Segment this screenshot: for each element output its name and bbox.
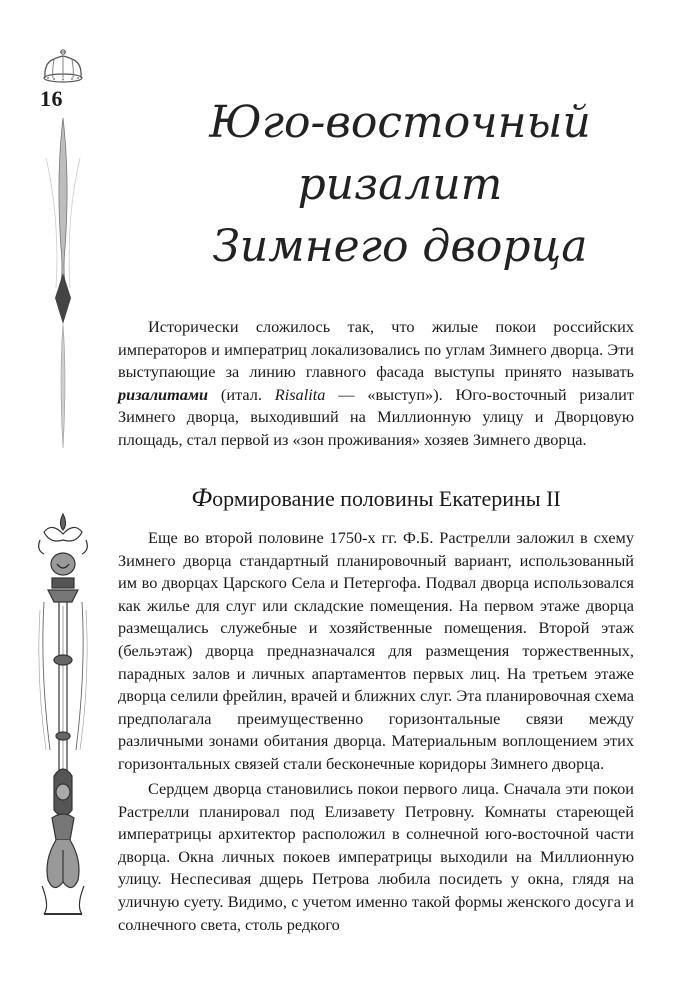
section-heading-initial: Ф <box>191 483 213 512</box>
intro-text-2: (итал. <box>208 384 275 404</box>
intro-italian-word: Risalita <box>274 384 326 404</box>
intro-term: ризалитами <box>118 384 209 404</box>
vertical-flourish-ornament <box>40 118 86 448</box>
crown-ornament-icon <box>38 48 88 84</box>
chapter-title-line-2: ризалит <box>297 159 503 210</box>
chapter-title <box>150 92 650 278</box>
candelabra-column-ornament <box>30 510 96 920</box>
section-heading <box>118 483 634 513</box>
intro-text-3: — «выступ»). Юго-восточный ризалит Зимнего дворца, выходивший на Миллионную улицу и Дворцовую площадь, стал первой из «зон проживания» хозяев Зимнего дворца. <box>118 384 634 449</box>
body-paragraph-1: Еще во второй половине 1750-х гг. Ф.Б. Растрелли заложил в схему Зимнего дворца стандартный планировочный вариант, использованный им во дворцах Царского Села и Петергофа. Подвал дворца использовался как жилье для слуг или складские помещения. На первом этаже дворца размещались служебные и хозяйственные помещения. Второй этаж (бельэтаж) дворца предназначался для размещения торжественных, парадных залов и личных апартаментов первых лиц. На третьем этаже дворца селили фрейлин, врачей и ближних слуг. Эта планировочная схема предполагала преимущественно горизонтальные связи между различными зонами обитания дворца. Материальным воплощением этих горизонтальных связей стали бесконечные коридоры Зимнего дворца. <box>118 528 634 773</box>
chapter-title-line-1: Юго-восточный <box>209 97 591 148</box>
intro-paragraph <box>118 316 634 452</box>
body-paragraph-2: Сердцем дворца становились покои первого лица. Сначала эти покои Растрелли планировал под Елизавету Петровну. Комнаты стареющей императрицы архитектор расположил в солнечной юго-восточной части дворца. Окна личных покоев императрицы выходили на Миллионную улицу. Неспесивая дщерь Петрова любила посидеть у окна, глядя на уличную суету. Видимо, с учетом именно такой формы женского досуга и солнечного света, столь редкого <box>118 779 634 934</box>
intro-text-1: Исторически сложилось так, что жилые покои российских императоров и императриц локализовались по углам Зимнего дворца. Эти выступающие за линию главного фасада выступы принято называть <box>118 317 634 382</box>
page-number: 16 <box>40 86 63 111</box>
chapter-title-line-3: Зимнего дворца <box>212 221 588 272</box>
section-heading-text: ормирование половины Екатерины II <box>212 486 561 511</box>
